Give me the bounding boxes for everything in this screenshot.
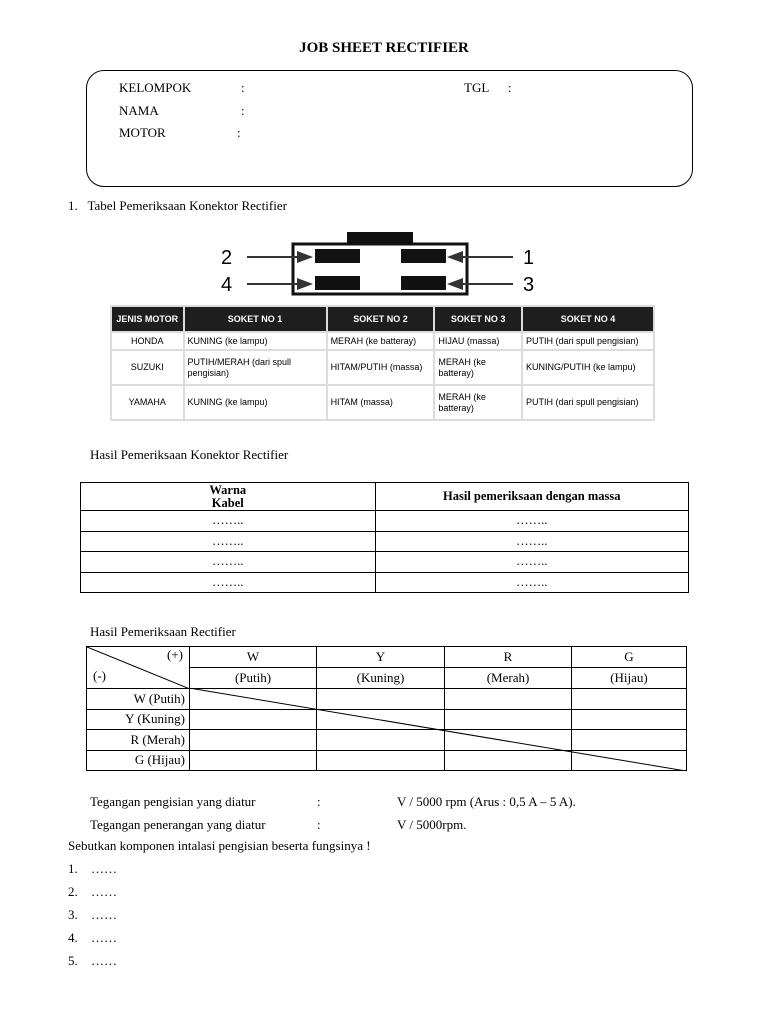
answer-number: 1. (68, 861, 78, 876)
motor-label: MOTOR (119, 125, 166, 140)
cell-blank[interactable]: …….. (81, 511, 376, 532)
th-soket-1: SOKET NO 1 (185, 307, 326, 331)
tegangan-pengisian-label: Tegangan pengisian yang diatur (90, 794, 256, 809)
cell-blank[interactable]: …….. (375, 552, 689, 573)
row-label-putih: W (Putih) (87, 689, 190, 710)
cell-blank[interactable]: …….. (81, 552, 376, 573)
table-row (81, 552, 689, 573)
tegangan-penerangan-value: V / 5000rpm. (397, 817, 467, 832)
cell-blank[interactable]: …….. (375, 511, 689, 532)
answer-number: 3. (68, 907, 78, 922)
cell: MERAH (ke batteray) (435, 386, 521, 419)
cell: PUTIH/MERAH (dari spull pengisian) (185, 351, 326, 384)
cell-blank[interactable]: …….. (81, 572, 376, 593)
hasil-rectifier-heading: Hasil Pemeriksaan Rectifier (90, 624, 236, 639)
socket-2 (315, 249, 360, 263)
row-label-hijau: G (Hijau) (87, 750, 190, 771)
table-row (112, 333, 653, 349)
nama-colon: : (241, 103, 245, 118)
th-soket-2: SOKET NO 2 (328, 307, 434, 331)
kelompok-label: KELOMPOK (119, 80, 192, 95)
cell-blank[interactable]: …….. (375, 531, 689, 552)
tegangan-pengisian-colon: : (317, 794, 321, 809)
hasil-konektor-table (80, 482, 689, 593)
page-title: JOB SHEET RECTIFIER (299, 40, 469, 56)
answer-blank[interactable]: …… (91, 930, 117, 945)
answer-number: 5. (68, 953, 78, 968)
label-4: 4 (221, 274, 233, 296)
table-row (112, 351, 653, 384)
cell-blank[interactable]: …….. (375, 572, 689, 593)
socket-1 (401, 249, 446, 263)
row-label-kuning: Y (Kuning) (87, 709, 190, 730)
cell-blank[interactable]: …….. (81, 531, 376, 552)
th-hasil-massa: Hasil pemeriksaan dengan massa (375, 483, 689, 511)
col-code-g: G (572, 647, 687, 668)
col-name-kuning: (Kuning) (317, 668, 445, 689)
cell: PUTIH (dari spull pengisian) (523, 386, 653, 419)
connector-table (110, 305, 655, 421)
tegangan-penerangan-label: Tegangan penerangan yang diatur (90, 817, 266, 832)
cell: PUTIH (dari spull pengisian) (523, 333, 653, 349)
table-row (81, 511, 689, 532)
question-text: Sebutkan komponen intalasi pengisian beserta fungsinya ! (68, 838, 371, 853)
motor-colon: : (237, 125, 241, 140)
th-warna-kabel (81, 483, 376, 511)
answer-blank[interactable]: …… (91, 861, 117, 876)
th-soket-4: SOKET NO 4 (523, 307, 653, 331)
cell: HIJAU (massa) (435, 333, 521, 349)
socket-4 (315, 276, 360, 290)
col-name-putih: (Putih) (190, 668, 317, 689)
col-code-r: R (445, 647, 572, 668)
corner-cell (87, 647, 190, 689)
cell: HITAM (massa) (328, 386, 434, 419)
label-1: 1 (523, 247, 535, 269)
section-1-heading: 1. Tabel Pemeriksaan Konektor Rectifier (68, 198, 287, 213)
minus-label: (-) (93, 668, 106, 683)
warna-kabel-label: Warna Kabel (209, 482, 247, 510)
matrix-diagonal (189, 688, 686, 771)
answer-blank[interactable]: …… (91, 907, 117, 922)
answer-blank[interactable]: …… (91, 953, 117, 968)
col-code-y: Y (317, 647, 445, 668)
cell: MERAH (ke batteray) (435, 351, 521, 384)
th-soket-3: SOKET NO 3 (435, 307, 521, 331)
table-row (112, 386, 653, 419)
kelompok-colon: : (241, 80, 245, 95)
cell: KUNING/PUTIH (ke lampu) (523, 351, 653, 384)
answer-blank[interactable]: …… (91, 884, 117, 899)
label-3: 3 (523, 274, 535, 296)
cell: SUZUKI (112, 351, 183, 384)
cell: MERAH (ke batteray) (328, 333, 434, 349)
socket-3 (401, 276, 446, 290)
answer-number: 4. (68, 930, 78, 945)
label-2: 2 (221, 247, 233, 269)
cell: KUNING (ke lampu) (185, 386, 326, 419)
th-jenis-motor: JENIS MOTOR (112, 307, 183, 331)
cell: HITAM/PUTIH (massa) (328, 351, 434, 384)
nama-label: NAMA (119, 103, 159, 118)
tegangan-pengisian-value: V / 5000 rpm (Arus : 0,5 A – 5 A). (397, 794, 576, 809)
connector-diagram (215, 228, 545, 298)
col-code-w: W (190, 647, 317, 668)
plus-label: (+) (167, 647, 183, 662)
hasil-konektor-heading: Hasil Pemeriksaan Konektor Rectifier (90, 447, 289, 462)
col-name-hijau: (Hijau) (572, 668, 687, 689)
tegangan-penerangan-colon: : (317, 817, 321, 832)
table-row (81, 572, 689, 593)
cell: HONDA (112, 333, 183, 349)
cell: YAMAHA (112, 386, 183, 419)
col-name-merah: (Merah) (445, 668, 572, 689)
table-row (81, 531, 689, 552)
tgl-label: TGL (464, 80, 490, 95)
tgl-colon: : (508, 80, 512, 95)
cell: KUNING (ke lampu) (185, 333, 326, 349)
row-label-merah: R (Merah) (87, 730, 190, 751)
answer-number: 2. (68, 884, 78, 899)
